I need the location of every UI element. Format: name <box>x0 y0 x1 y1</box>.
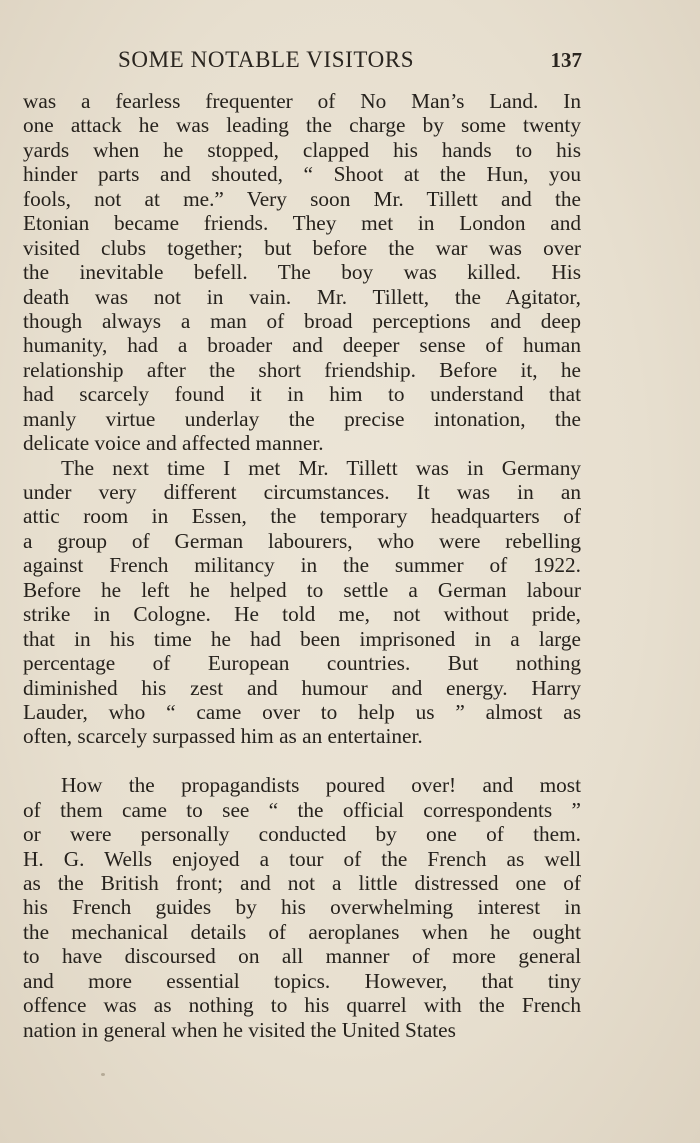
paragraph <box>23 456 581 749</box>
text-line: under very different circumstances. It was in an <box>23 480 581 504</box>
text-line: How the propagandists poured over! and most <box>61 773 581 798</box>
text-line: H. G. Wells enjoyed a tour of the French as well <box>23 846 581 871</box>
text-line: The next time I met Mr. Tillett was in Germany <box>61 455 581 480</box>
text-line: delicate voice and affected manner. <box>23 431 324 456</box>
text-line: of them came to see “ the official correspondents ” <box>23 797 581 822</box>
text-line: diminished his zest and humour and energy. Harry <box>23 675 581 700</box>
paper-speck <box>101 1073 105 1076</box>
text-line: the inevitable befell. The boy was killed. His <box>23 260 581 285</box>
text-line: often, scarcely surpassed him as an entertainer. <box>23 724 423 749</box>
text-line: attic room in Essen, the temporary headquarters of <box>23 504 581 529</box>
text-line: Lauder, who “ came over to help us ” almost as <box>23 699 581 724</box>
text-line: nation in general when he visited the United States <box>23 1017 456 1042</box>
text-line: Before he left he helped to settle a German labour <box>23 577 581 602</box>
chapter-title: SOME NOTABLE VISITORS <box>118 47 415 72</box>
text-line: or were personally conducted by one of them. <box>23 822 581 847</box>
text-line: yards when he stopped, clapped his hands to his <box>23 137 581 162</box>
running-head <box>118 44 582 76</box>
text-line: death was not in vain. Mr. Tillett, the Agitator, <box>23 284 581 309</box>
paragraph <box>23 773 581 1042</box>
text-line: hinder parts and shouted, “ Shoot at the Hun, you <box>23 162 581 187</box>
text-line: as the British front; and not a little distressed one of <box>23 871 581 895</box>
text-line: and more essential topics. However, that tiny <box>23 968 581 993</box>
paragraph <box>23 89 581 456</box>
text-line: fools, not at me.” Very soon Mr. Tillett and the <box>23 186 581 211</box>
text-line: a group of German labourers, who were rebelling <box>23 528 581 553</box>
text-line: his French guides by his overwhelming interest in <box>23 895 581 920</box>
page-number: 137 <box>550 48 582 72</box>
text-line: the mechanical details of aeroplanes when he ought <box>23 919 581 944</box>
text-line: Etonian became friends. They met in London and <box>23 211 581 236</box>
text-line: that in his time he had been imprisoned in a large <box>23 626 581 651</box>
section-break <box>23 749 581 773</box>
body-text <box>23 89 581 1042</box>
text-line: percentage of European countries. But nothing <box>23 651 581 676</box>
text-line: strike in Cologne. He told me, not without pride, <box>23 602 581 627</box>
text-line: though always a man of broad perceptions and deep <box>23 308 581 333</box>
text-line: manly virtue underlay the precise intonation, the <box>23 406 581 431</box>
text-line: was a fearless frequenter of No Man’s Land. In <box>23 89 581 113</box>
text-line: to have discoursed on all manner of more general <box>23 944 581 969</box>
text-line: humanity, had a broader and deeper sense of human <box>23 333 581 358</box>
text-line: had scarcely found it in him to understand that <box>23 382 581 407</box>
text-line: visited clubs together; but before the war was over <box>23 235 581 260</box>
text-line: offence was as nothing to his quarrel with the French <box>23 993 581 1018</box>
text-line: one attack he was leading the charge by some twenty <box>23 113 581 138</box>
text-line: against French militancy in the summer of 1922. <box>23 553 581 578</box>
text-line: relationship after the short friendship. Before it, he <box>23 357 581 382</box>
